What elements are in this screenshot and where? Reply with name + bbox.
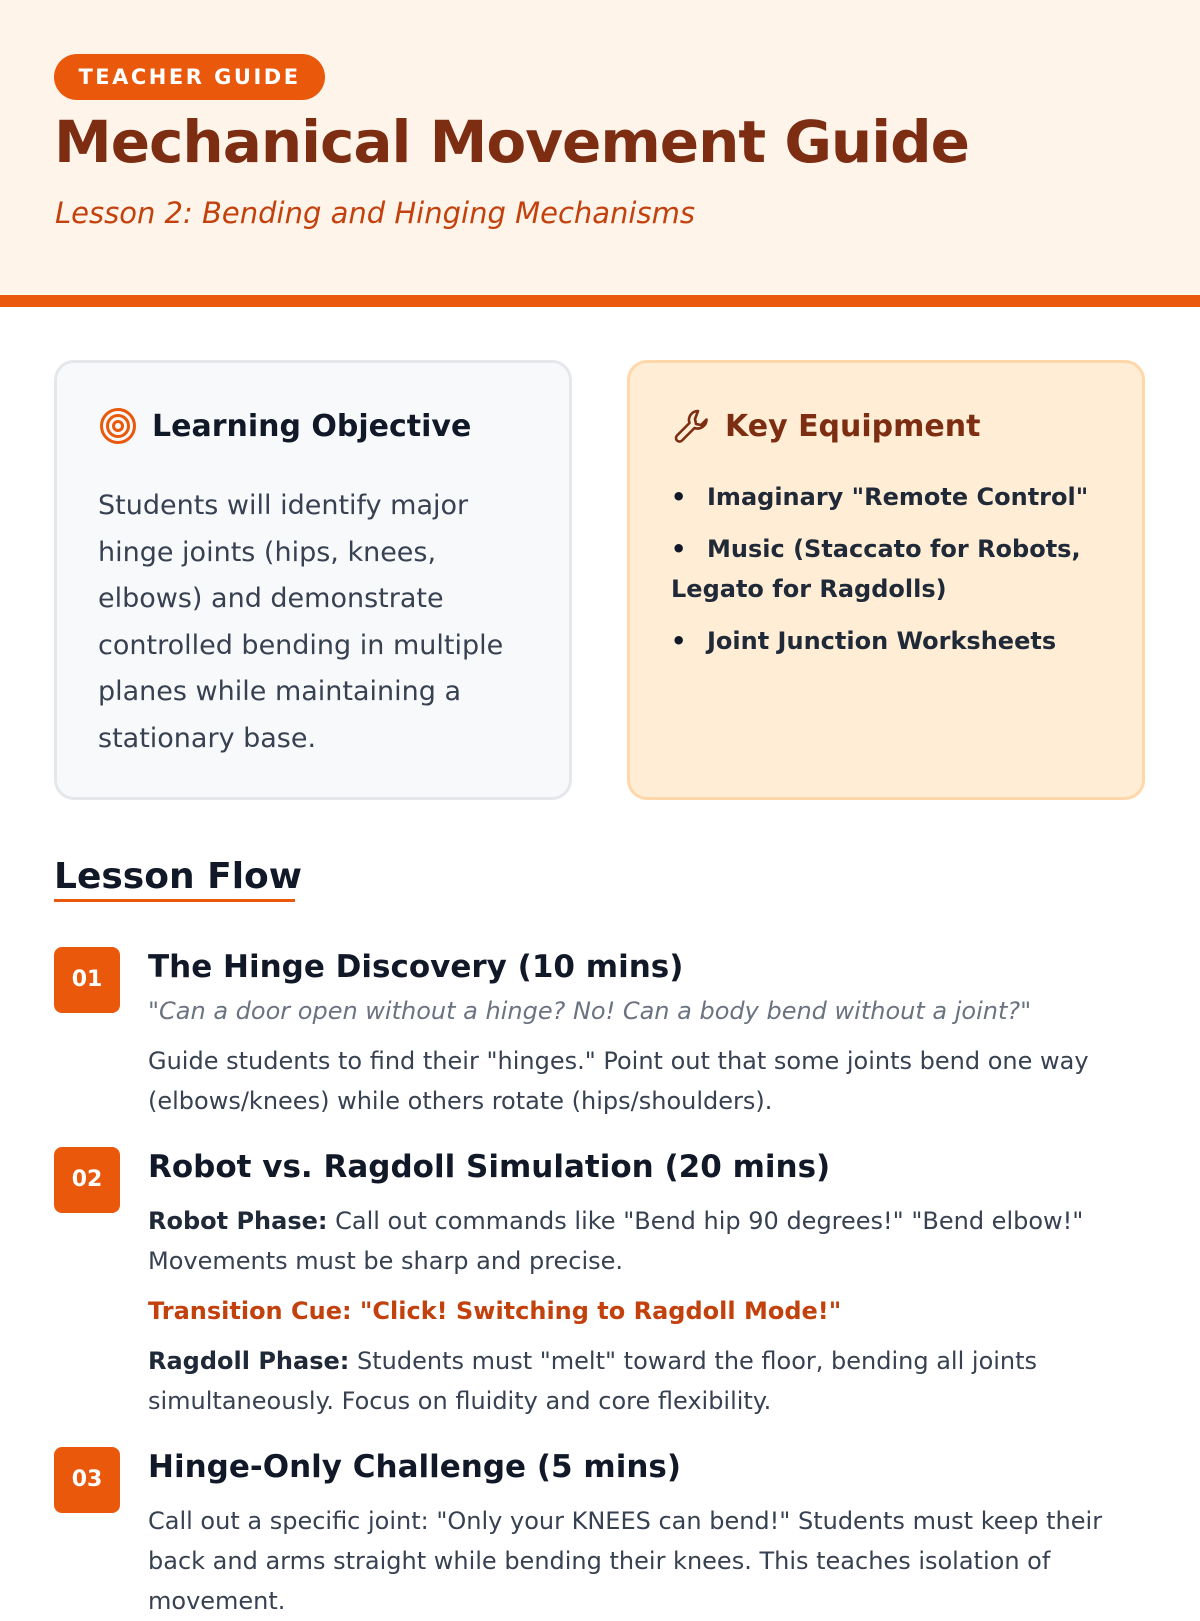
learning-objective-text: Students will identify major hinge joints (hips, knees, elbows) and demonstrate controlled bending in multiple planes while maintaining a stationary base.: [98, 490, 504, 754]
lesson-flow-heading: Lesson Flow: [54, 856, 303, 897]
step-description: Guide students to find their "hinges." Point out that some joints bend one way (elbows/knees) while others rotate (hips/shoulders).: [148, 1047, 1089, 1115]
step-description: Call out a specific joint: "Only your KNEES can bend!" Students must keep their back and arms straight while bending their knees. This teaches isolation of movement.: [148, 1507, 1103, 1615]
equipment-list: [671, 477, 1111, 673]
list-item: • Imaginary "Remote Control": [671, 483, 1089, 511]
page-subtitle: Lesson 2: Bending and Hinging Mechanisms: [55, 196, 695, 230]
step-number-badge: 01: [54, 947, 120, 1013]
page-title: Mechanical Movement Guide: [54, 108, 969, 176]
transition-cue: Transition Cue: "Click! Switching to Ragdoll Mode!": [148, 1297, 842, 1325]
learning-objective-header: [98, 401, 471, 451]
step-title: Hinge-Only Challenge (5 mins): [148, 1449, 682, 1485]
heading-underline: [54, 899, 295, 902]
ragdoll-phase-text: Ragdoll Phase: Students must "melt" toward the floor, bending all joints simultaneously. Focus on fluidity and core flexibility.: [148, 1347, 1038, 1415]
key-equipment-card: [627, 360, 1145, 800]
ragdoll-phase-label: Ragdoll Phase:: [148, 1347, 350, 1375]
step-number-badge: 03: [54, 1447, 120, 1513]
target-icon: [98, 406, 138, 446]
wrench-icon: [671, 406, 711, 446]
learning-objective-card: [54, 360, 572, 800]
key-equipment-header: [671, 401, 980, 451]
step-quote: "Can a door open without a hinge? No! Can a body bend without a joint?": [148, 997, 1032, 1025]
list-item: • Joint Junction Worksheets: [671, 627, 1057, 655]
learning-objective-title: Learning Objective: [152, 408, 472, 444]
robot-phase-label: Robot Phase:: [148, 1207, 328, 1235]
key-equipment-title: Key Equipment: [725, 408, 981, 444]
teacher-guide-badge: TEACHER GUIDE: [54, 54, 325, 100]
robot-phase-text: Robot Phase: Call out commands like "Bend hip 90 degrees!" "Bend elbow!" Movements must be sharp and precise.: [148, 1207, 1084, 1275]
page-header: [0, 0, 1200, 307]
step-title: Robot vs. Ragdoll Simulation (20 mins): [148, 1149, 831, 1185]
step-number-badge: 02: [54, 1147, 120, 1213]
list-item: • Music (Staccato for Robots, Legato for Ragdolls): [671, 535, 1081, 603]
step-title: The Hinge Discovery (10 mins): [148, 949, 684, 985]
